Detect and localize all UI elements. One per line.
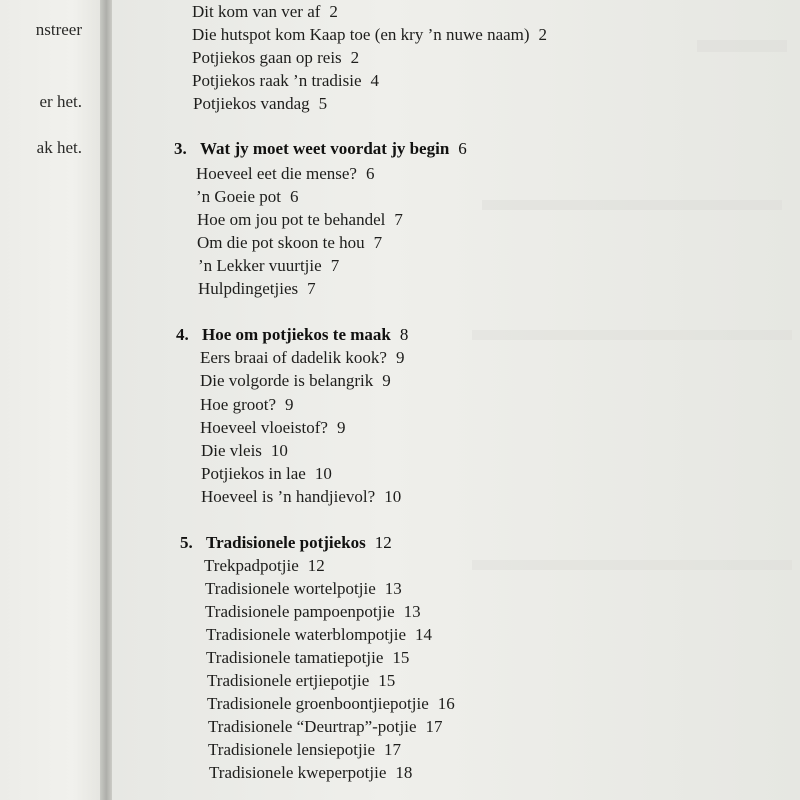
toc-entry[interactable]	[206, 625, 432, 645]
toc-entry[interactable]	[197, 210, 403, 230]
toc-entry-title: Tradisionele waterblompotjie	[206, 625, 407, 644]
toc-entry-title: Potjiekos gaan op reis	[192, 48, 342, 67]
chapter-page: 6	[458, 139, 467, 158]
toc-entry-title: Die vleis	[201, 441, 262, 460]
toc-entry-page: 9	[395, 348, 405, 367]
toc-entry-title: Hoe om jou pot te behandel	[197, 210, 386, 229]
toc-entry-title: Tradisionele tamatiepotjie	[206, 648, 384, 667]
toc-entry[interactable]	[193, 94, 327, 114]
toc-entry[interactable]	[207, 671, 395, 691]
toc-entry-title: ’n Goeie pot	[196, 187, 281, 206]
toc-entry[interactable]	[192, 71, 379, 91]
toc-entry-page: 17	[425, 717, 443, 736]
toc-entry-title: Potjiekos vandag	[193, 94, 310, 113]
toc-entry-title: Tradisionele “Deurtrap”-potjie	[208, 717, 417, 736]
left-page-fragment: ak het.	[36, 138, 82, 157]
chapter-number: 5.	[180, 533, 193, 552]
chapter-title: Wat jy moet weet voordat jy begin	[200, 139, 450, 158]
toc-entry-page: 15	[392, 648, 410, 667]
toc-entry-page: 17	[384, 740, 401, 759]
toc-entry-page: 6	[289, 187, 299, 206]
toc-entry[interactable]	[201, 487, 401, 507]
toc-entry[interactable]	[207, 694, 455, 714]
toc-entry[interactable]	[198, 279, 316, 299]
toc-entry-page: 10	[270, 441, 288, 460]
toc-entry-title: Hulpdingetjies	[198, 279, 299, 298]
left-page-fragment: er het.	[39, 92, 82, 111]
left-page-fragment: nstreer	[35, 20, 82, 39]
toc-entry-title: Tradisionele groenboontjiepotjie	[207, 694, 429, 713]
toc-entry-title: Tradisionele kweperpotjie	[209, 763, 387, 782]
show-through	[482, 200, 782, 210]
left-page	[0, 0, 104, 800]
chapter-number: 3.	[174, 139, 187, 158]
toc-entry-title: Eers braai of dadelik kook?	[200, 348, 387, 367]
toc-entry-page: 9	[285, 395, 294, 414]
toc-entry-page: 13	[403, 602, 421, 621]
toc-entry-title: Tradisionele lensiepotjie	[208, 740, 375, 759]
toc-entry-page: 14	[415, 625, 433, 644]
toc-entry[interactable]	[205, 602, 421, 622]
toc-entry-page: 10	[314, 464, 332, 483]
toc-entry[interactable]	[200, 418, 345, 438]
toc-entry-page: 9	[336, 418, 346, 437]
toc-entry[interactable]	[200, 348, 404, 368]
toc-entry[interactable]	[208, 740, 401, 760]
toc-entry[interactable]	[200, 371, 391, 391]
toc-entry[interactable]	[204, 556, 325, 576]
toc-entry-page: 16	[437, 694, 455, 713]
toc-entry-title: Die hutspot kom Kaap toe (en kry ’n nuwe naam)	[192, 25, 530, 44]
toc-entry-page: 9	[382, 371, 391, 390]
toc-entry-page: 4	[370, 71, 379, 90]
toc-entry-page: 7	[394, 210, 403, 229]
toc-entry-title: Tradisionele pampoenpotjie	[205, 602, 395, 621]
show-through	[697, 40, 787, 52]
toc-entry-page: 15	[378, 671, 396, 690]
chapter-title: Tradisionele potjiekos	[206, 533, 366, 552]
toc-entry[interactable]	[197, 233, 382, 253]
chapter-page: 12	[374, 533, 392, 552]
chapter-heading[interactable]	[174, 139, 467, 159]
toc-entry[interactable]	[198, 256, 339, 276]
toc-entry-title: ’n Lekker vuurtjie	[198, 256, 322, 275]
toc-entry-page: 13	[384, 579, 402, 598]
toc-entry-title: Potjiekos raak ’n tradisie	[192, 71, 362, 90]
toc-entry-title: Tradisionele ertjiepotjie	[207, 671, 370, 690]
toc-entry-page: 10	[384, 487, 402, 506]
toc-entry[interactable]	[192, 48, 359, 68]
chapter-page: 8	[399, 325, 409, 344]
toc-entry[interactable]	[206, 648, 409, 668]
toc-entry[interactable]	[192, 25, 547, 45]
toc-entry-page: 12	[307, 556, 325, 575]
toc-entry-title: Hoeveel eet die mense?	[196, 164, 357, 183]
toc-entry[interactable]	[201, 464, 332, 484]
show-through	[472, 330, 792, 340]
toc-entry-page: 2	[329, 2, 338, 21]
chapter-title: Hoe om potjiekos te maak	[202, 325, 391, 344]
toc-entry[interactable]	[192, 2, 338, 22]
toc-entry-page: 7	[307, 279, 316, 298]
toc-entry-title: Om die pot skoon te hou	[197, 233, 365, 252]
toc-entry-page: 2	[538, 25, 548, 44]
toc-entry-page: 18	[395, 763, 413, 782]
toc-entry-title: Tradisionele wortelpotjie	[205, 579, 376, 598]
chapter-number: 4.	[176, 325, 189, 344]
toc-entry-title: Potjiekos in lae	[201, 464, 306, 483]
toc-entry-title: Hoeveel vloeistof?	[200, 418, 328, 437]
toc-entry-title: Trekpadpotjie	[204, 556, 299, 575]
toc-entry-page: 7	[373, 233, 383, 252]
toc-entry-title: Hoe groot?	[200, 395, 277, 414]
toc-entry-page: 7	[330, 256, 340, 275]
toc-entry-page: 2	[350, 48, 360, 67]
toc-entry-page: 5	[318, 94, 328, 113]
toc-entry-title: Hoeveel is ’n handjievol?	[201, 487, 376, 506]
toc-entry-title: Dit kom van ver af	[192, 2, 321, 21]
toc-entry[interactable]	[209, 763, 412, 783]
toc-entry[interactable]	[200, 395, 294, 415]
show-through	[472, 560, 792, 570]
toc-entry[interactable]	[196, 187, 298, 207]
toc-entry[interactable]	[205, 579, 402, 599]
toc-entry[interactable]	[196, 164, 374, 184]
chapter-heading[interactable]	[180, 533, 392, 553]
contents-page	[112, 0, 800, 800]
chapter-heading[interactable]	[176, 325, 408, 345]
toc-entry-page: 6	[365, 164, 375, 183]
toc-entry-title: Die volgorde is belangrik	[200, 371, 374, 390]
toc-entry[interactable]	[201, 441, 288, 461]
toc-entry[interactable]	[208, 717, 443, 737]
